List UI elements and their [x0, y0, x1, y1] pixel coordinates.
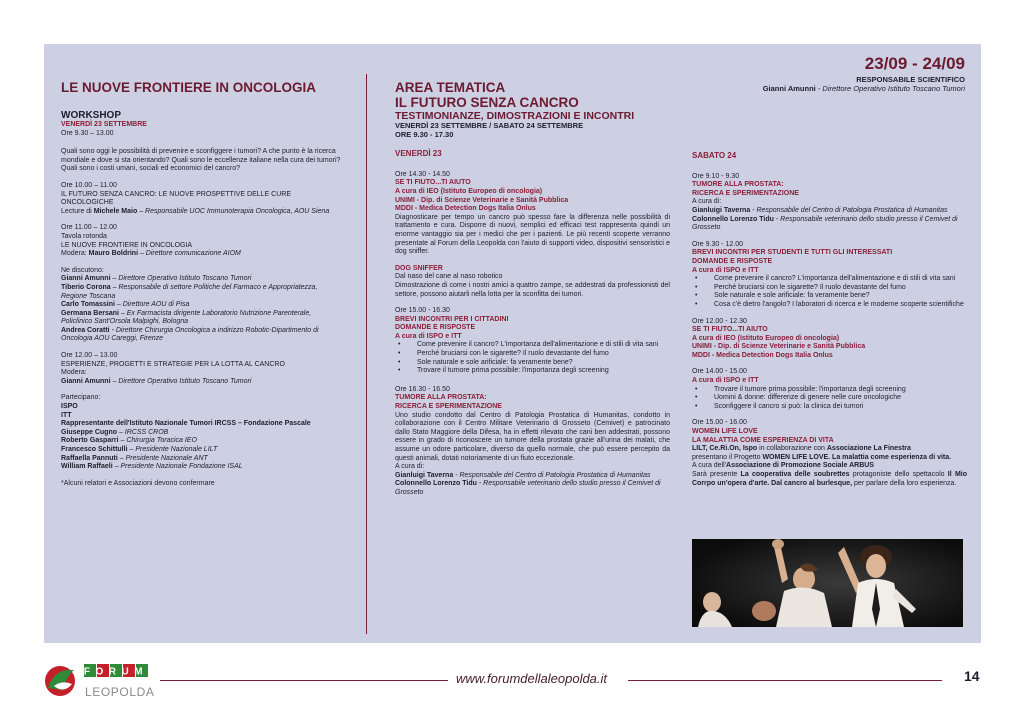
col2-subtitle: TESTIMONIANZE, DIMOSTRAZIONI E INCONTRI [395, 110, 635, 122]
lecture-name: Michele Maio [93, 207, 138, 215]
participant-name: Giuseppe Cugno [61, 428, 117, 436]
discussant-name: Andrea Coratti [61, 326, 110, 334]
discussant-role: – Direttore AOU di Pisa [114, 301, 190, 309]
event-prostata-sat [692, 173, 967, 233]
scientific-lead-name: Gianni Amunni [762, 84, 816, 93]
curator [692, 216, 967, 233]
participant [61, 463, 341, 472]
participant-name: Raffaella Pannuti [61, 454, 118, 462]
event-organizer: MDDI - Medica Detection Dogs Italia Onlus [395, 205, 536, 213]
workshop-time: Ore 9.30 – 13.00 [61, 129, 114, 137]
session-3-moderator [61, 378, 341, 387]
session-3 [61, 352, 341, 386]
text-run: per parlare della loro esperienza. [852, 479, 957, 487]
event-ispo-itt [692, 368, 967, 411]
session-2-moderator [61, 250, 341, 259]
discussant-role: – Direttore Operativo Istituto Toscano Tumori [110, 275, 252, 283]
participant-role: – Presidente Nazionale LILT [127, 446, 218, 453]
list-item: • Cosa c'è dietro l'angolo? I laboratori di ricerca e le moderne scoperte scientifiche [692, 301, 967, 310]
moderator-label: Modera: [61, 250, 89, 258]
list-item: • Uomini & donne: differenze di genere nelle cure oncologiche [692, 394, 967, 403]
event-description: Diagnosticare per tempo un cancro può spesso fare la differenza nelle possibilità di trattamento e cura. Disporre di nuovi, semplici ed efficaci test rappresenta quindi un enorme vantaggio sia per i medici che per i pazienti. Le più recenti scoperte verranno presentate al Forum della Leopolda con l'aiuto di supporti video, dispositivi sensoristici e dog sniffer. [395, 213, 670, 256]
participant-role: – IRCSS CROB [117, 428, 169, 436]
event-brevi-incontri-studenti [692, 241, 967, 310]
col2-title-2: IL FUTURO SENZA CANCRO [395, 95, 579, 110]
event-organizer: UNIMI - Dip. di Scienze Veterinarie e Sanità Pubblica [692, 343, 866, 351]
event-time: Ore 14.30 - 14.50 [395, 170, 450, 178]
curator [395, 480, 670, 497]
footer-url[interactable]: www.forumdellaleopolda.it [456, 671, 608, 686]
col2-days: VENERDÌ 23 SETTEMBRE / SABATO 24 SETTEMBRE [395, 121, 584, 130]
participants-label: Partecipano: [61, 394, 101, 402]
text-run: in collaborazione con [757, 445, 827, 453]
curator-role: - Responsabile veterinario dello studio presso il Cemivet di Grosseto [395, 480, 661, 496]
page-number: 14 [964, 668, 980, 684]
event-organizer: A cura di IEO (Istituto Europeo di oncologia) [692, 334, 840, 342]
event-se-ti-fiuto [395, 171, 670, 257]
discussants [61, 267, 341, 344]
text-run: Associazione di Promozione Sociale ARBUS [726, 462, 874, 470]
event-organizer: UNIMI - Dip. di Scienze Veterinarie e Sanità Pubblica [395, 196, 569, 204]
text-run: LILT, Ce.Ri.On, Ispo [692, 445, 758, 453]
event-time: Ore 9.30 - 12.00 [692, 240, 743, 248]
discussant-name: Tiberio Corona [61, 283, 111, 291]
text-run: Associazione La Finestra [826, 445, 911, 453]
forum-leopolda-logo [44, 660, 154, 702]
curator-name: Gianluigi Taverna [395, 471, 454, 479]
event-title: BREVI INCONTRI PER I CITTADINI [395, 315, 509, 323]
event-title: SE TI FIUTO...TI AIUTO [395, 179, 471, 187]
participant-role: – Presidente Nazionale Fondazione ISAL [112, 463, 243, 471]
text-run: A cura dell' [692, 462, 727, 470]
day-heading-saturday: SABATO 24 [692, 151, 737, 160]
event-subtitle: LA MALATTIA COME ESPERIENZA DI VITA [692, 436, 834, 444]
event-organizer: A cura di IEO (Istituto Europeo di oncologia) [395, 187, 543, 195]
text-run: Sarà presente [692, 471, 741, 478]
discussant [61, 301, 341, 310]
participant [61, 455, 341, 464]
workshop-intro: Quali sono oggi le possibilità di prevenire e sconfiggere i tumori? A che punto è la ricerca mondiale e dove si sta orientando? Quali sono le eccellenze italiane nella cura dei tumori? Quali sono i costi umani, sociali ed economici del cancro? [61, 148, 341, 173]
event-dog-sniffer [395, 265, 670, 299]
discussant [61, 284, 341, 301]
event-time: Ore 14.00 - 15.00 [692, 368, 747, 376]
participant [61, 429, 341, 438]
discussant-name: Germana Bersani [61, 309, 119, 317]
scientific-lead-role: - Direttore Operativo Istituto Toscano Tumori [815, 84, 965, 93]
event-prostata [395, 386, 670, 498]
lecture-label: Lecture di [61, 207, 94, 215]
text-run: La cooperativa delle soubrettes [740, 471, 850, 478]
curator-role: - Responsabile del Centro di Patologia Prostatica di Humanitas [750, 206, 948, 214]
performers-photo [692, 539, 963, 627]
discussant-role: - Direttore Chirurgia Oncologica a indirizzo Robotic-Dipartimento di Oncologia AOU Careggi, Firenze [61, 326, 319, 343]
event-time: Ore 15.00 - 16.00 [692, 419, 747, 427]
event-title: BREVI INCONTRI PER STUDENTI E TUTTI GLI INTERESSATI [692, 249, 893, 257]
event-organizer: A cura di ISPO e ITT [395, 332, 462, 340]
list-item: • Sole naturale e sole arificiale: fa veramente bene? [395, 359, 670, 368]
event-title: TUMORE ALLA PROSTATA: [395, 394, 487, 402]
session-1-lecture [61, 208, 341, 217]
session-1 [61, 182, 341, 216]
moderator-name: Mauro Boldrini [88, 250, 139, 258]
discussant-role: – Ex Farmacista dirigente Laboratorio Nutrizione Parenterale, Policlinico Sant'Orsola Malpighi, Bologna [61, 309, 312, 326]
text-run: Il Mio Corrpo un'opera d'arte. Dal cancro al burlesque, [692, 471, 967, 487]
event-time: Ore 16.30 - 16.50 [395, 385, 450, 393]
performers-illustration [692, 539, 963, 627]
discussant-role: – Responsabile di settore Politiche del Farmaco e Appropriatezza, Regione Toscana [61, 283, 318, 300]
scientific-lead-label: RESPONSABILE SCIENTIFICO [856, 75, 965, 84]
session-1-time: Ore 10.00 – 11.00 [61, 181, 117, 189]
participant-org: Rappresentante dell'Istituto Nazionale Tumori IRCSS – Fondazione Pascale [61, 420, 311, 428]
text-run: protagoniste dello spettacolo [849, 471, 948, 478]
event-subtitle: Dal naso del cane al naso robotico [395, 273, 503, 281]
discussants-label: Ne discutono: [61, 266, 104, 274]
discussant [61, 275, 341, 284]
curator [692, 207, 967, 216]
list-item: • Trovare il tumore prima possibile: l'importanza degli screening [395, 367, 670, 376]
session-3-time: Ore 12.00 – 13.00 [61, 352, 118, 360]
text-run: presentano il Progetto [692, 453, 763, 461]
moderator-name: Gianni Amunni [61, 377, 111, 385]
list-item: • Sconfiggere il cancro si può: la clinica dei tumori [692, 403, 967, 412]
event-dates: 23/09 - 24/09 [864, 54, 965, 73]
curator [395, 472, 670, 481]
col2-hours: ORE 9.30 - 17.30 [395, 129, 454, 139]
list-item: • Sole naturale e sole arificiale: fa veramente bene? [692, 292, 967, 301]
curator-role: - Responsabile del Centro di Patologia Prostatica di Humanitas [453, 471, 651, 479]
discussant-name: Gianni Amunni [61, 275, 111, 283]
participant [61, 437, 341, 446]
event-subtitle: DOMANDE E RISPOSTE [692, 257, 773, 265]
day-heading-friday: VENERDÌ 23 [395, 149, 442, 159]
event-subtitle: RICERCA E SPERIMENTAZIONE [395, 403, 502, 411]
moderator-role: – Direttore comunicazione AIOM [138, 250, 241, 258]
session-2-time: Ore 11.00 – 12.00 [61, 224, 117, 232]
list-item: • Trovare il tumore prima possibile: l'importanza degli screening [692, 386, 967, 395]
logo-text-forum: FORUM [83, 666, 149, 678]
participant-name: Francesco Schittulli [61, 446, 128, 453]
list-item: • Perché bruciarsi con le sigarette? Il ruolo devastante del fumo [395, 350, 670, 359]
curator-name: Colonnello Lorenzo Tidu [395, 480, 477, 488]
event-title: SE TI FIUTO...TI AIUTO [692, 326, 768, 334]
discussant [61, 310, 341, 327]
session-3-title: ESPERIENZE, PROGETTI E STRATEGIE PER LA LOTTA AL CANCRO [61, 360, 285, 368]
participant-org: ITT [61, 411, 72, 419]
logo-text-leopolda: LEOPOLDA [85, 685, 155, 699]
event-brevi-incontri [395, 307, 670, 376]
curator-name: Colonnello Lorenzo Tidu [692, 215, 774, 223]
list-item: • Perché bruciarsi con le sigarette? Il ruolo devastante del fumo [692, 284, 967, 293]
column-workshop [61, 44, 341, 643]
participant-role: – Presidente Nazionale ANT [117, 454, 208, 462]
event-organizer: A cura di ISPO e ITT [692, 266, 759, 274]
event-time: Ore 12.00 - 12.30 [692, 317, 747, 325]
session-2-title: LE NUOVE FRONTIERE IN ONCOLOGIA [61, 241, 193, 249]
confirmation-note: *Alcuni relatori e Associazioni devono confermare [61, 479, 215, 487]
event-women-life-love [692, 419, 967, 488]
lecture-role: – Responsabile UOC Immunoterapia Oncologica, AOU Siena [137, 207, 330, 215]
workshop-day: VENERDÌ 23 SETTEMBRE [61, 121, 147, 128]
column-thematic-area [395, 44, 670, 643]
event-time: Ore 9.10 - 9.30 [692, 172, 740, 180]
session-2-type: Tavola rotonda [61, 232, 107, 240]
discussant-name: Carlo Tomassini [61, 301, 115, 309]
footer-rule-left [160, 680, 448, 681]
curated-by-label: A cura di: [395, 463, 425, 471]
event-subtitle: RICERCA E SPERIMENTAZIONE [692, 189, 799, 197]
session-1-title: IL FUTURO SENZA CANCRO: LE NUOVE PROSPETTIVE DELLE CURE ONCOLOGICHE [61, 190, 292, 207]
participants [61, 394, 341, 471]
footer-rule-right [628, 680, 942, 681]
content-panel [44, 44, 981, 643]
curator-name: Gianluigi Taverna [692, 206, 751, 214]
list-item: • Come prevenire il cancro? L'importanza dell'alimentazione e di stili di vita sani [692, 275, 967, 284]
col1-title: LE NUOVE FRONTIERE IN ONCOLOGIA [61, 80, 317, 95]
workshop-heading: WORKSHOP [61, 110, 121, 121]
event-organizer: A cura di ISPO e ITT [692, 377, 759, 385]
moderator-role: – Direttore Operativo Istituto Toscano Tumori [110, 377, 252, 385]
participant-role: – Chirurgia Toracica IEO [118, 437, 197, 445]
discussant [61, 327, 341, 344]
curated-by-label: A cura di: [692, 198, 722, 206]
session-2 [61, 224, 341, 258]
topic-list [395, 341, 670, 375]
column-divider [366, 74, 367, 634]
event-se-ti-fiuto-sat [692, 318, 967, 361]
event-title: DOG SNIFFER [395, 264, 443, 272]
event-subtitle: DOMANDE E RISPOSTE [395, 324, 476, 332]
col2-title-1: AREA TEMATICA [395, 80, 506, 95]
participant [61, 446, 341, 455]
text-run: WOMEN LIFE LOVE. La malattia come esperienza di vita. [762, 453, 952, 461]
curator-role: - Responsabile veterinario dello studio presso il Cemivet di Grosseto [692, 215, 958, 232]
topic-list [692, 275, 967, 309]
session-3-moderator-label: Modera: [61, 369, 87, 377]
participant-name: Roberto Gasparri [61, 437, 119, 445]
participant-org: ISPO [61, 403, 78, 411]
event-description: Uno studio condotto dal Centro di Patologia Prostatica di Humanitas, condotto in collaborazione con il Centro Militare Veterinario di Grosseto (Cemivet) e patrocinato dallo Stato Maggiore della Difesa, ha in effetti rilevato che cani ben addestrati, possono essere in grado di riconoscere un tumore della prostata grazie all'urina dei malati, che assume un odore particolare, diverso da quello normale, che può essere percepito da questi animali, dotati notoriamente di un fiuto eccezionale. [395, 411, 670, 462]
event-organizer: MDDI - Medica Detection Dogs Italia Onlus [692, 351, 833, 359]
topic-list [692, 386, 967, 412]
participant-name: William Raffaeli [61, 463, 113, 471]
logo-graphic [44, 660, 156, 702]
list-item: • Come prevenire il cancro? L'importanza dell'alimentazione e di stili di vita sani [395, 341, 670, 350]
event-title: TUMORE ALLA PROSTATA: [692, 181, 784, 189]
event-description [692, 445, 967, 488]
event-title: WOMEN LIFE LOVE [692, 428, 758, 436]
event-description: Dimostrazione di come i nostri amici a quattro zampe, se addestrati da professionisti del settore, possono aiutarli nella lotta per la sconfitta dei tumori. [395, 281, 670, 298]
event-time: Ore 15.00 - 16.30 [395, 307, 450, 315]
